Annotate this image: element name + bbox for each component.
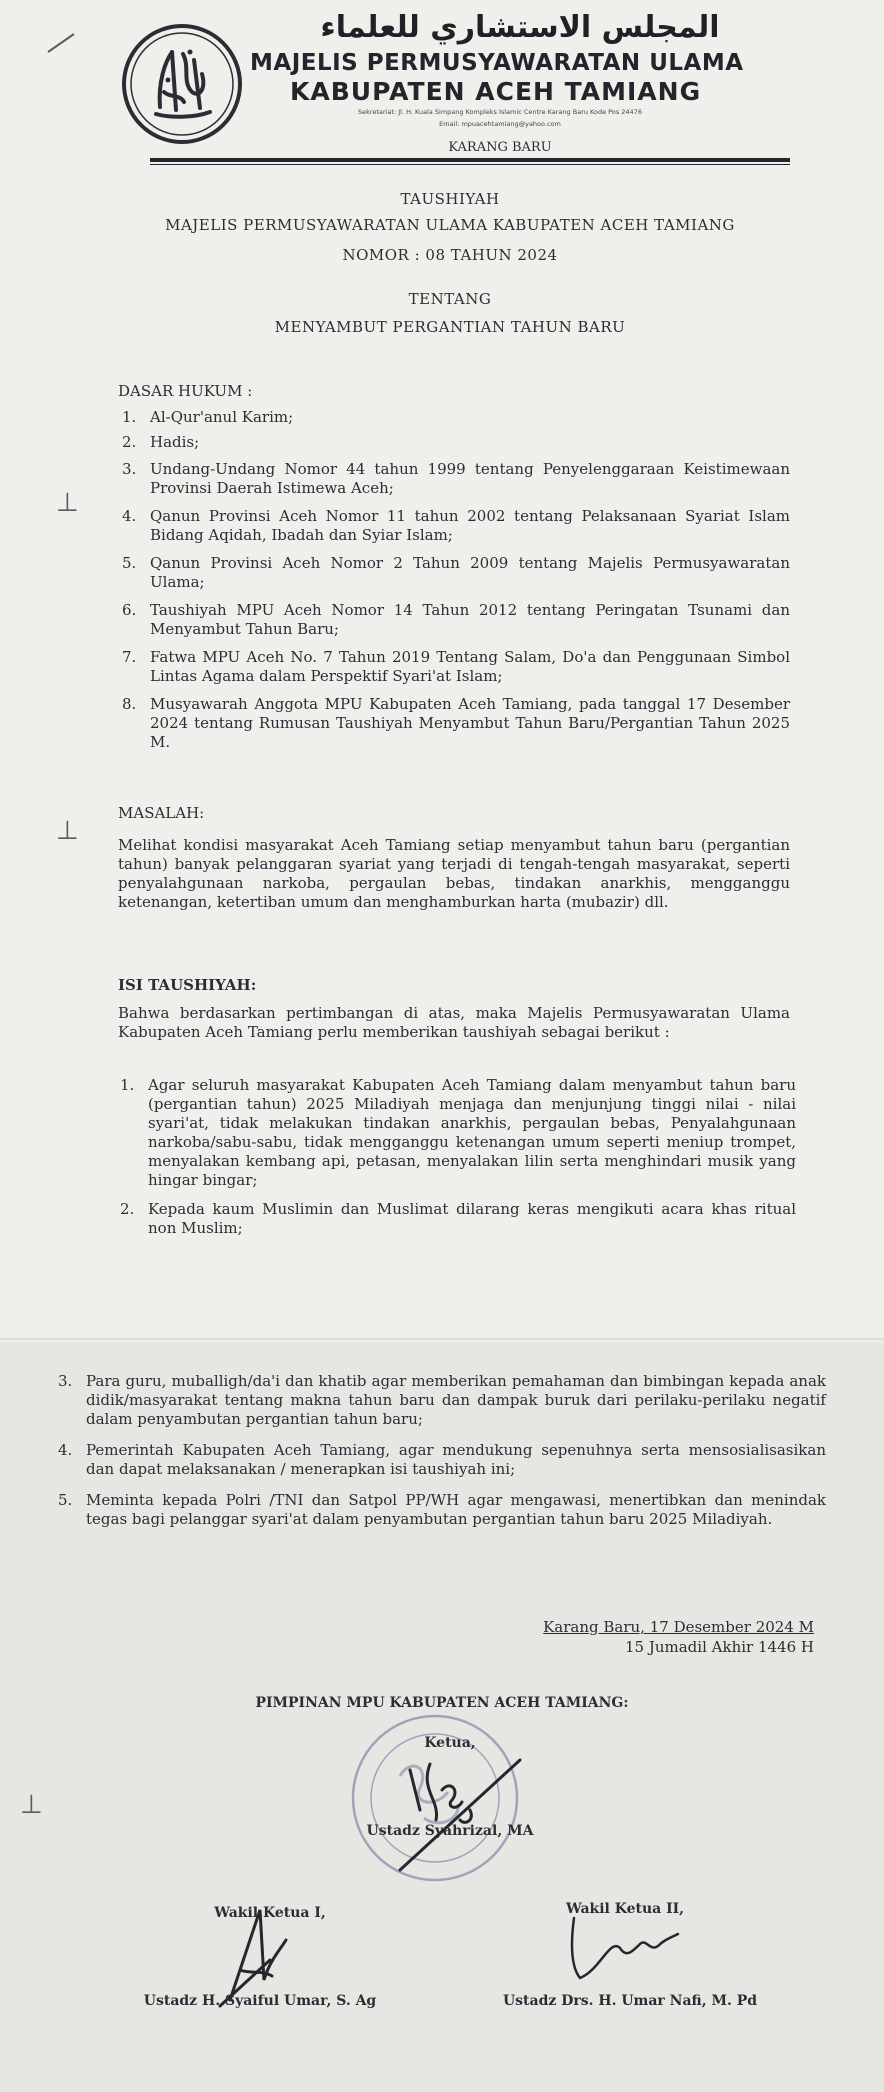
vice1-name: Ustadz H. Syaiful Umar, S. Ag (143, 1993, 377, 2009)
list-item (122, 601, 790, 639)
list-item-text: Undang-Undang Nomor 44 tahun 1999 tentang Penyelenggaraan Keistimewaan Provinsi Daerah Istimewa Aceh; (150, 460, 790, 497)
org-city: KARANG BARU (448, 140, 552, 155)
list-item-text: Agar seluruh masyarakat Kabupaten Aceh Tamiang dalam menyambut tahun baru (pergantian tahun) 2025 Miladiyah menjaga dan menjunjung tinggi nilai - nilai syari'at, tidak melakukan tindakan anarkhis, pergaulan bebas, Penyalahgunaan narkoba/sabu-sabu, tidak mengganggu ketenangan umum seperti meniup trompet, menyalakan kembang api, petasan, menyalakan lilin serta menghindari musik yang hingar bingar; (148, 1076, 796, 1189)
doc-about-label: TENTANG (408, 290, 492, 308)
doc-subject: MENYAMBUT PERGANTIAN TAHUN BARU (274, 318, 626, 336)
list-item-number: 4. (58, 1441, 73, 1459)
vice2-name: Ustadz Drs. H. Umar Nafi, M. Pd (502, 1993, 758, 2009)
list-item-text: Kepada kaum Muslimin dan Muslimat dilarang keras mengikuti acara khas ritual non Muslim; (148, 1200, 796, 1237)
list-item-text: Musyawarah Anggota MPU Kabupaten Aceh Tamiang, pada tanggal 17 Desember 2024 tentang Rumusan Taushiyah Menyambut Tahun Baru/Pergantian Tahun 2025 M. (150, 695, 790, 751)
list-item-number: 1. (122, 408, 137, 426)
page-fold (0, 1338, 884, 1342)
list-item-text: Taushiyah MPU Aceh Nomor 14 Tahun 2012 tentang Peringatan Tsunami dan Menyambut Tahun Baru; (150, 601, 790, 638)
masalah-text: Melihat kondisi masyarakat Aceh Tamiang setiap menyambut tahun baru (pergantian tahun) banyak pelanggaran syariat yang terjadi di tengah-tengah masyarakat, seperti penyalahgunaan narkoba, pergaulan bebas, tindakan anarkhis, mengganggu ketenangan, ketertiban umum dan menghamburkan harta (mubazir) dll. (118, 836, 790, 911)
list-item-text: Hadis; (150, 433, 200, 451)
chair-title: Ketua, (424, 1735, 476, 1751)
list-item (58, 1372, 826, 1429)
list-item (122, 554, 790, 592)
org-address: Sekretariat: Jl. H. Kuala Simpang Kompleks Islamic Centre Karang Baru Kode Pos 24476 (358, 108, 642, 116)
list-item-number: 5. (58, 1491, 73, 1509)
list-item-number: 8. (122, 695, 137, 713)
isi-heading: ISI TAUSHIYAH: (118, 976, 257, 994)
list-item-number: 3. (122, 460, 137, 478)
list-item-number: 3. (58, 1372, 73, 1390)
list-item-number: 7. (122, 648, 137, 666)
margin-pencil-mark: ⊥ (56, 816, 79, 846)
list-item (122, 648, 790, 686)
org-name-line2: KABUPATEN ACEH TAMIANG (290, 77, 702, 106)
isi-intro: Bahwa berdasarkan pertimbangan di atas, maka Majelis Permusyawaratan Ulama Kabupaten Aceh Tamiang perlu memberikan taushiyah sebagai berikut : (118, 1004, 790, 1041)
chair-signature (380, 1750, 530, 1880)
list-item-number: 5. (122, 554, 137, 572)
place-date: Karang Baru, 17 Desember 2024 M (543, 1618, 814, 1636)
list-item (120, 1200, 796, 1238)
list-item-text: Qanun Provinsi Aceh Nomor 2 Tahun 2009 tentang Majelis Permusyawaratan Ulama; (150, 554, 790, 591)
corner-pen-stroke (44, 28, 84, 58)
list-item-number: 6. (122, 601, 137, 619)
list-item-text: Para guru, muballigh/da'i dan khatib agar memberikan pemahaman dan bimbingan kepada anak didik/masyarakat tentang makna tahun baru dan dampak buruk dari perilaku-perilaku negatif dalam penyambutan pergantian tahun baru; (86, 1372, 826, 1428)
isi-list-bottom (58, 1372, 826, 1529)
list-item-text: Meminta kepada Polri /TNI dan Satpol PP/WH agar mengawasi, menertibkan dan menindak tegas bagi pelanggar syari'at dalam penyambutan pergantian tahun baru 2025 Miladiyah. (86, 1491, 826, 1528)
chair-name: Ustadz Syahrizal, MA (366, 1823, 534, 1839)
list-item (58, 1491, 826, 1529)
list-item-text: Qanun Provinsi Aceh Nomor 11 tahun 2002 tentang Pelaksanaan Syariat Islam Bidang Aqidah, Ibadah dan Syiar Islam; (150, 507, 790, 544)
list-item-text: Fatwa MPU Aceh No. 7 Tahun 2019 Tentang Salam, Do'a dan Penggunaan Simbol Lintas Agama dalam Perspektif Syari'at Islam; (150, 648, 790, 685)
hijri-date: 15 Jumadil Akhir 1446 H (624, 1638, 814, 1656)
list-item (122, 460, 790, 498)
vice1-title: Wakil Ketua I, (214, 1905, 326, 1921)
list-item-text: Pemerintah Kabupaten Aceh Tamiang, agar mendukung sepenuhnya serta mensosialisasikan dan dapat melaksanakan / menerapkan isi taushiyah ini; (86, 1441, 826, 1478)
letterhead-rule-thin (150, 164, 790, 165)
list-item (120, 1076, 796, 1190)
list-item (122, 408, 790, 427)
org-name-line1: MAJELIS PERMUSYAWARATAN ULAMA (250, 50, 744, 76)
doc-type: TAUSHIYAH (400, 190, 500, 208)
masalah-heading: MASALAH: (118, 804, 205, 822)
arabic-org-name: المجلس الاستشاري للعلماء (320, 10, 720, 45)
vice2-signature (560, 1908, 690, 1988)
list-item-number: 1. (120, 1076, 135, 1094)
leadership-heading: PIMPINAN MPU KABUPATEN ACEH TAMIANG: (255, 1695, 629, 1711)
vice2-title: Wakil Ketua II, (565, 1901, 685, 1917)
list-item-number: 4. (122, 507, 137, 525)
isi-list-top (120, 1076, 796, 1238)
list-item-number: 2. (120, 1200, 135, 1218)
list-item-text: Al-Qur'anul Karim; (150, 408, 294, 426)
list-item-number: 2. (122, 433, 137, 451)
dasar-hukum-heading: DASAR HUKUM : (118, 382, 253, 400)
margin-pencil-mark: ⊥ (20, 1790, 43, 1820)
letterhead-rule-thick (150, 158, 790, 162)
doc-issuer: MAJELIS PERMUSYAWARATAN ULAMA KABUPATEN ACEH TAMIANG (165, 216, 735, 234)
dasar-hukum-list (122, 408, 790, 752)
org-email: Email: mpuacehtamiang@yahoo.com (439, 120, 561, 128)
list-item (122, 695, 790, 752)
list-item (122, 507, 790, 545)
mpu-logo-emblem (120, 22, 244, 146)
doc-number: NOMOR : 08 TAHUN 2024 (342, 246, 558, 264)
list-item (58, 1441, 826, 1479)
margin-pencil-mark: ⊥ (56, 488, 79, 518)
list-item (122, 433, 790, 452)
